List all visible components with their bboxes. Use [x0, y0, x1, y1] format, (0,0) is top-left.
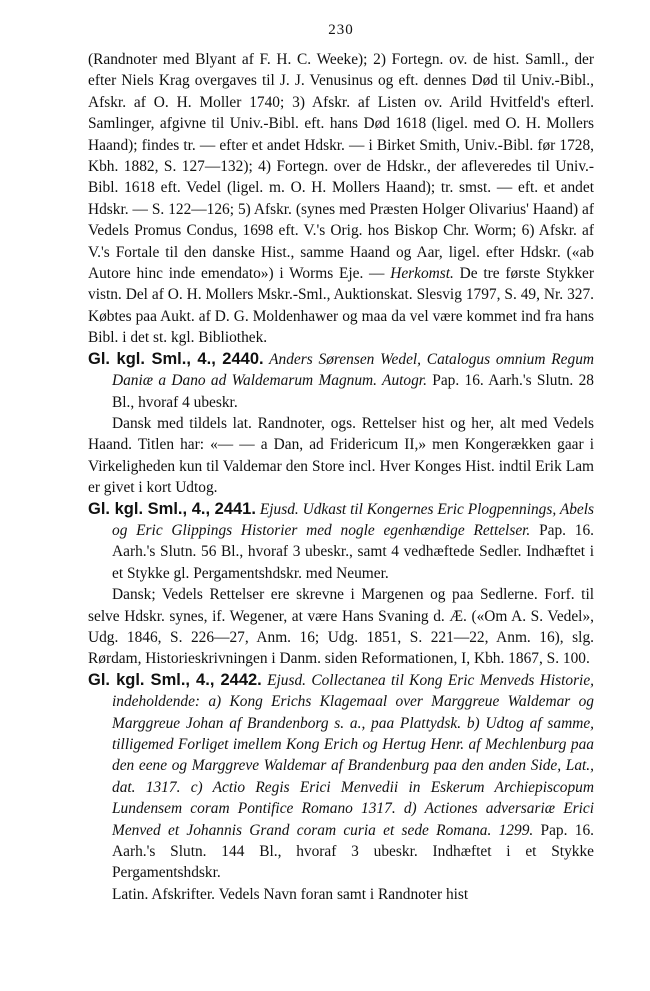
- entry-description: Pap. 16. Aarh.'s Slutn. 144 Bl., hvoraf 3 ubeskr. Indhæftet i et Stykke Pergamentshdskr.: [112, 821, 594, 882]
- entry-2441: [88, 499, 594, 585]
- entry-description: Pap. 16. Aarh.'s Slutn. 28 Bl., hvoraf 4 ubeskr.: [112, 372, 594, 411]
- entry-2440: [88, 349, 594, 413]
- entry-title: Anders Sørensen Wedel, Catalogus omnium Regum Daniæ a Dano ad Waldemarum Magnum. Autogr.: [112, 350, 594, 390]
- entry-note: Latin. Afskrifter. Vedels Navn foran samt i Randnoter hist: [112, 885, 469, 903]
- entry-note: Dansk med tildels lat. Randnoter, ogs. Rettelser hist og her, alt med Vedels Haand. Titlen har: «— — a Dan, ad Fridericum II,» men Kongerækken gaar i Virkeligheden kun til Valdemar den Store incl. Hver Konges Hist. indtil Erik Lam er givet i kort Udtog.: [88, 414, 594, 497]
- page-body: [88, 49, 594, 905]
- intro-italic: Herkomst.: [390, 265, 454, 283]
- intro-tail: De tre første Stykker vistn. Del af O. H. Mollers Mskr.-Sml., Auktionskat. Slesvig 1797, S. 49, Nr. 327. Købtes paa Aukt. af D. G. Moldenhawer og maa da vel være kommet ind fra hans Bibl. i det st. kgl. Bibliothek.: [88, 265, 594, 347]
- page-number: 230: [328, 22, 354, 38]
- entry-title: Ejusd. Udkast til Kongernes Eric Plogpennings, Abels og Eric Glippings Historier med nogle egenhændige Rettelser.: [112, 500, 595, 539]
- entry-heading: Gl. kgl. Sml., 4., 2442.: [88, 670, 262, 689]
- entry-2442: [88, 670, 594, 884]
- document-page: [88, 22, 594, 905]
- entry-heading: Gl. kgl. Sml., 4., 2440.: [88, 349, 264, 368]
- entry-description: Pap. 16. Aarh.'s Slutn. 56 Bl., hvoraf 3 ubeskr., samt 4 vedhæftede Sedler. Indhæftet i et Stykke gl. Pergamentshdskr. med Neumer.: [112, 521, 595, 582]
- entry-title: Ejusd. Collectanea til Kong Eric Menveds Historie, indeholdende: a) Kong Erichs Klagemaal over Marggreue Waldemar og Marggreue Johan af Brandenborg s. a., paa Plattydsk. b) Udtog af samme, tilligemed Forliget imellem Kong Erich og Hertug Henr. af Mechlenburg paa den eene og Marggreve Waldemar af Brandenburg paa den anden Side, Lat., dat. 1317. c) Actio Regis Erici Menvedii in Eskerum Archiepiscopum Lundensem coram Pontifice Romano 1317. d) Actiones adversariæ Erici Menved et Johannis Grand coram curia et sede Romana. 1299.: [112, 671, 595, 839]
- entry-heading: Gl. kgl. Sml., 4., 2441.: [88, 499, 256, 518]
- intro-text: (Randnoter med Blyant af F. H. C. Weeke); 2) Fortegn. ov. de hist. Samll., der efter Niels Krag overgaves til J. J. Venusinus og eft. dennes Død til Univ.-Bibl., Afskr. af O. H. Moller 1740; 3) Afskr. af Listen ov. Arild Hvitfeld's efterl. Samlinger, afgivne til Univ.-Bibl. eft. hans Død 1618 (ligel. med O. H. Mollers Haand); findes tr. — efter et andet Hdskr. — i Birket Smith, Univ.-Bibl. før 1728, Kbh. 1882, S. 127—132); 4) Fortegn. over de Hdskr., der afleveredes til Univ.-Bibl. 1618 eft. Vedel (ligel. m. O. H. Mollers Haand); tr. smst. — eft. et andet Hdskr. — S. 122—126; 5) Afskr. (synes med Præsten Holger Olivarius' Haand) af Vedels Promus Condus, 1698 eft. V.'s Orig. hos Biskop Chr. Worm; 6) Afskr. af V.'s Fortale til den danske Hist., samme Haand og Aar, ligel. efter Hdskr. («ab Autore hinc inde emendato») i Worms Eje. —: [88, 51, 594, 283]
- entry-note: Dansk; Vedels Rettelser ere skrevne i Margenen og paa Sedlerne. Forf. til selve Hdskr. synes, if. Wegener, at være Hans Svaning d. Æ. («Om A. S. Vedel», Udg. 1846, S. 226—27, Anm. 16; Udg. 1851, S. 221—22, Anm. 16), slg. Rørdam, Historieskrivningen i Danm. siden Reformationen, I, Kbh. 1867, S. 100.: [88, 586, 594, 668]
- intro-paragraph: [88, 49, 594, 349]
